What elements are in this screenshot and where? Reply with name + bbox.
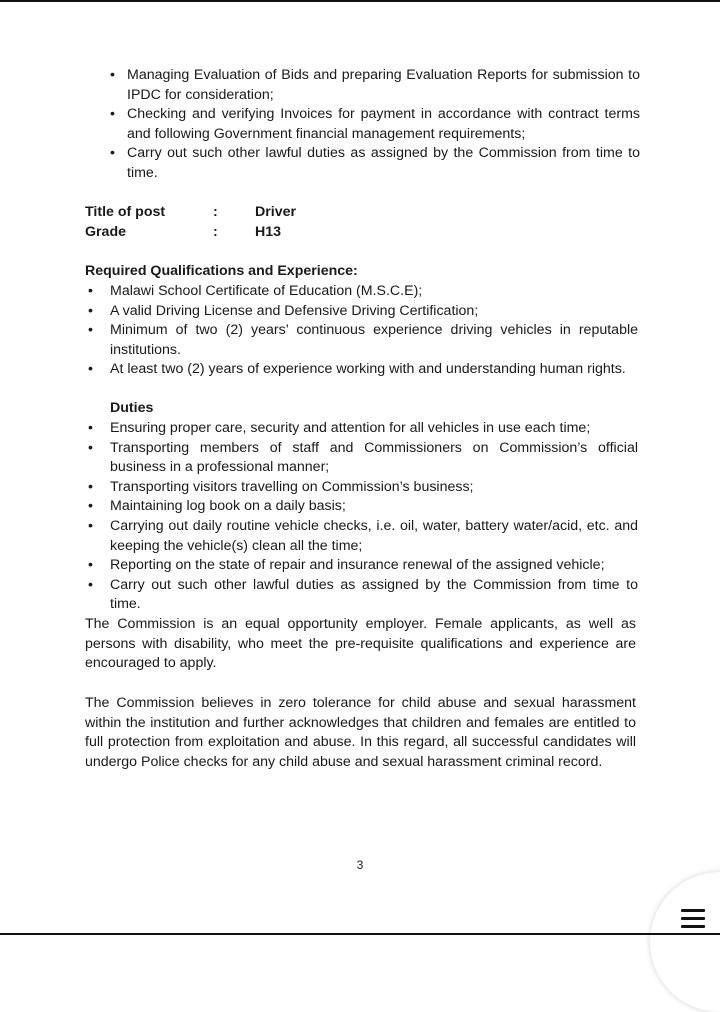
list-item: • Carry out such other lawful duties as assigned by the Commission from time to time. xyxy=(86,576,638,615)
post-details xyxy=(85,203,485,243)
list-item: • Managing Evaluation of Bids and preparing Evaluation Reports for submission to IPDC for consideration; xyxy=(110,66,640,105)
list-item: • At least two (2) years of experience working with and understanding human rights. xyxy=(86,360,638,380)
list-item: • Transporting members of staff and Commissioners on Commission’s official business in a professional manner; xyxy=(86,439,638,478)
duties-heading: Duties xyxy=(110,400,154,416)
grade-value: H13 xyxy=(255,224,282,240)
child-protection-paragraph: The Commission believes in zero tolerance for child abuse and sexual harassment within the institution and further acknowledges that children and females are entitled to full protection from exploitation and abuse. In this regard, all successful candidates will undergo Police checks for any child abuse and sexual harassment criminal record. xyxy=(85,695,636,770)
menu-bar xyxy=(681,917,705,920)
menu-bar xyxy=(681,925,705,928)
post-title-value: Driver xyxy=(255,204,297,220)
list-item: • Carrying out daily routine vehicle checks, i.e. oil, water, battery water/acid, etc. and keeping the vehicle(s) clean all the time; xyxy=(86,517,638,556)
post-title-row xyxy=(85,203,485,223)
separator: : xyxy=(213,224,218,240)
post-title-label: Title of post xyxy=(85,204,166,220)
qualifications-heading: Required Qualifications and Experience: xyxy=(85,263,358,279)
equal-opportunity-paragraph: The Commission is an equal opportunity employer. Female applicants, as well as persons with disability, who meet the pre-requisite qualifications and experience are encouraged to apply. xyxy=(85,616,636,672)
list-item: • Transporting visitors travelling on Commission’s business; xyxy=(86,478,638,498)
qualifications-list xyxy=(86,282,638,380)
grade-label: Grade xyxy=(85,224,127,240)
list-item: • Malawi School Certificate of Education (M.S.C.E); xyxy=(86,282,638,302)
hamburger-menu-icon[interactable] xyxy=(681,909,705,931)
list-item: • Carry out such other lawful duties as assigned by the Commission from time to time. xyxy=(110,144,640,183)
list-item: • Maintaining log book on a daily basis; xyxy=(86,497,638,517)
page-number: 3 xyxy=(356,858,364,872)
duties-list xyxy=(86,419,638,615)
list-item: • Reporting on the state of repair and insurance renewal of the assigned vehicle; xyxy=(86,556,638,576)
grade-row xyxy=(85,223,485,243)
list-item: • Ensuring proper care, security and attention for all vehicles in use each time; xyxy=(86,419,638,439)
continued-duties-list xyxy=(110,66,640,184)
list-item: • Minimum of two (2) years’ continuous experience driving vehicles in reputable institutions. xyxy=(86,321,638,360)
menu-bar xyxy=(681,909,705,912)
list-item: • A valid Driving License and Defensive Driving Certification; xyxy=(86,302,638,322)
separator: : xyxy=(213,204,218,220)
list-item: • Checking and verifying Invoices for payment in accordance with contract terms and following Government financial management requirements; xyxy=(110,105,640,144)
